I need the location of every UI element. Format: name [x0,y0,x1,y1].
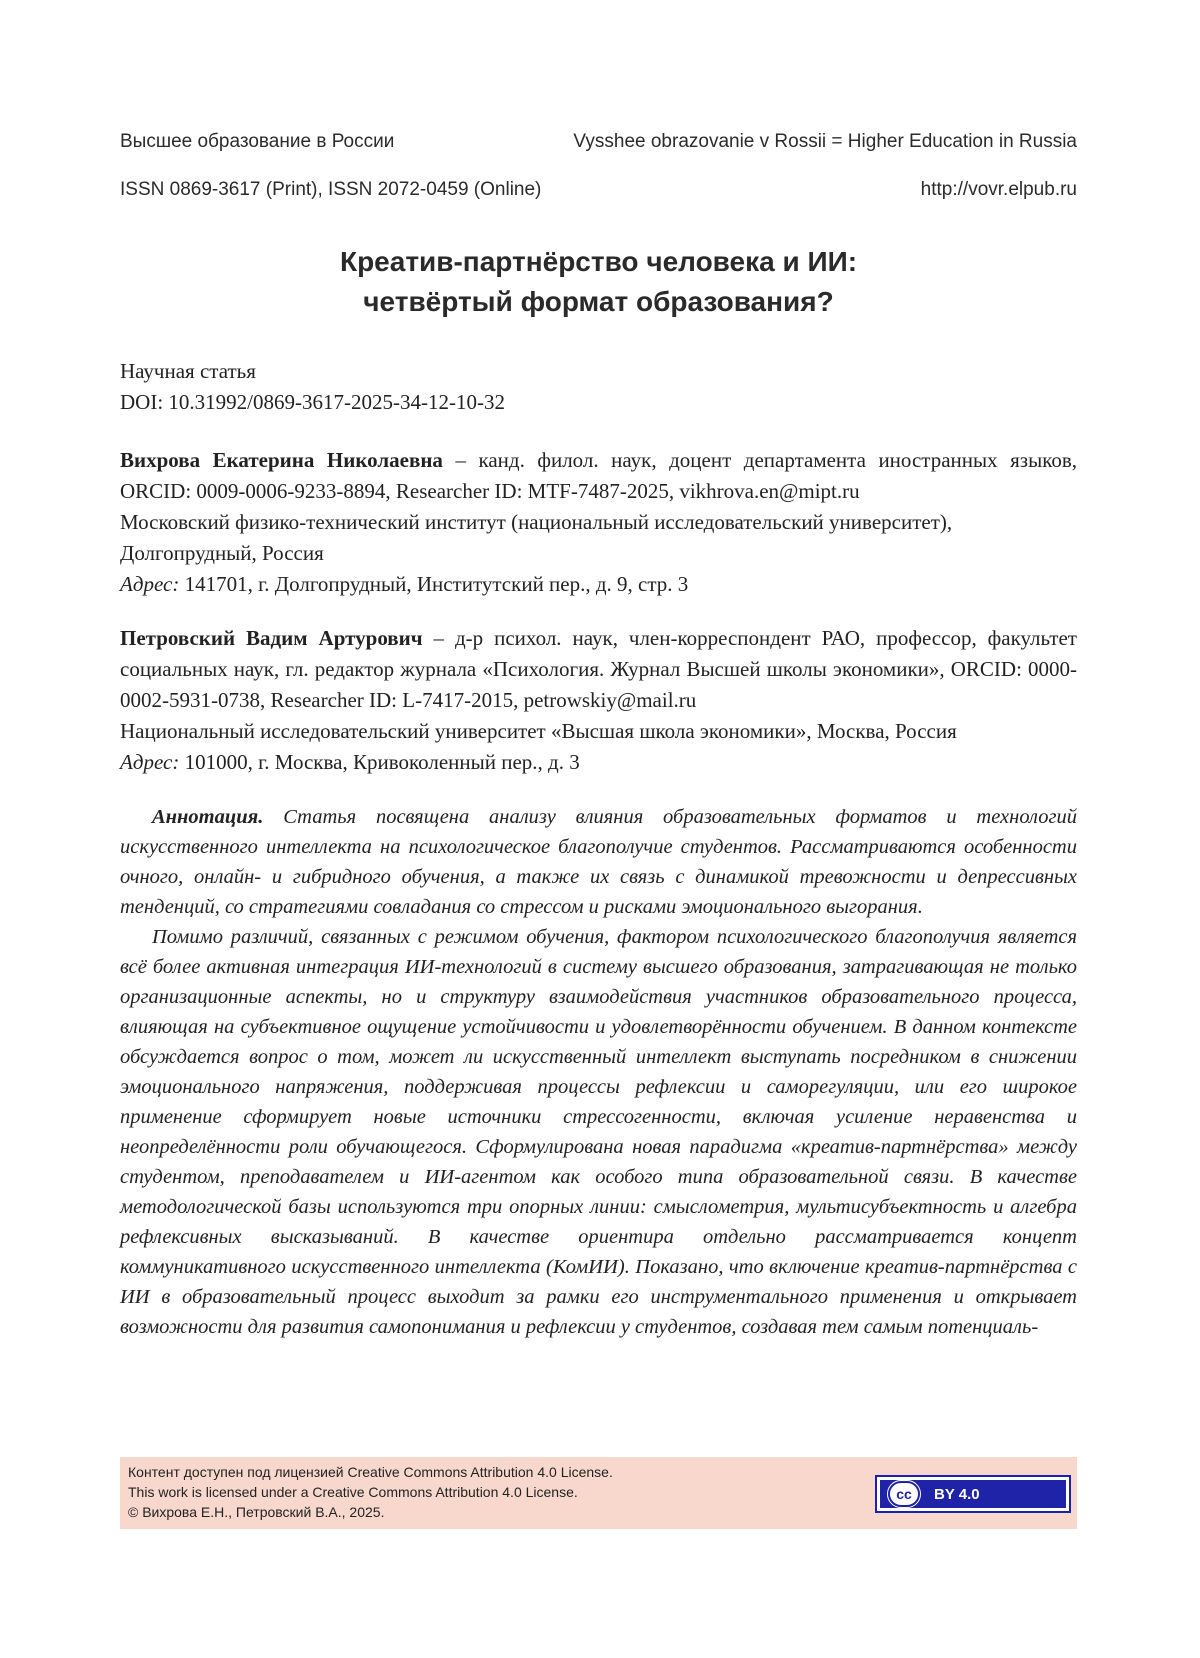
author-2-affiliation: Национальный исследовательский университет «Высшая школа экономики», Москва, Россия [120,719,957,743]
article-type: Научная статья [120,359,256,383]
journal-title-ru: Высшее образование в России [120,131,395,152]
article-title [120,242,1077,322]
author-1-address-label: Адрес: [120,572,180,596]
license-box [120,1457,1077,1529]
article-doi[interactable]: DOI: 10.31992/0869-3617-2025-34-12-10-32 [120,390,505,414]
author-2-address-text: 101000, г. Москва, Кривоколенный пер., д. 3 [179,750,580,774]
license-line-ru: Контент доступен под лицензией Creative Commons Attribution 4.0 License. [128,1464,613,1480]
author-2-address-label: Адрес: [120,750,180,774]
abstract-p1-text: Статья посвящена анализу влияния образовательных форматов и технологий искусственного интеллекта на психологическое благополучие студентов. Рассматриваются особенности очного, онлайн- и гибридного обучения, а также их связь с динамикой тревожности и депрессивных тенденций, со стратегиями совладания со стрессом и рисками эмоционального выгорания. [120,806,1077,918]
abstract-paragraph-1 [120,802,1077,922]
copyright-line: © Вихрова Е.Н., Петровский В.А., 2025. [128,1504,385,1520]
author-1-address-text: 141701, г. Долгопрудный, Институтский пер., д. 9, стр. 3 [179,572,689,596]
abstract-label: Аннотация. [152,806,264,828]
author-1-info [120,445,1077,507]
author-1-name: Вихрова Екатерина Николаевна [120,448,443,472]
title-line-1: Креатив-партнёрство человека и ИИ: [339,246,858,277]
running-header [120,131,1077,153]
abstract-paragraph-2: Помимо различий, связанных с режимом обучения, фактором психологического благополучия является всё более активная интеграция ИИ-технологий в систему высшего образования, затрагивающая не только организационные аспекты, но и структуру взаимодействия участников образовательного процесса, влияющая на субъективное ощущение устойчивости и удовлетворённости обучением. В данном контексте обсуждается вопрос о том, может ли искусственный интеллект выступать посредником в снижении эмоционального напряжения, поддерживая процессы рефлексии и саморегуляции, или его широкое применение сформирует новые источники стрессогенности, включая усиление неравенства и неопределённости роли обучающегося. Сформулирована новая парадигма «креатив-партнёрства» между студентом, преподавателем и ИИ-агентом как особого типа образовательной связи. В качестве методологической базы используются три опорных линии: смыслометрия, мультисубъектность и алгебра рефлексивных высказываний. В качестве ориентира отдельно рассматривается концепт коммуникативного искусственного интеллекта (КомИИ). Показано, что включение креатив-партнёрства с ИИ в образовательный процесс выходит за рамки его инструментального применения и открывает возможности для развития самопонимания и рефлексии у студентов, создавая тем самым потенциаль- [120,926,1077,1338]
author-1-affiliation: Московский физико-технический институт (национальный исследовательский университет), Долгопрудный, Россия [120,510,953,565]
abstract [120,802,1077,1342]
license-line-en: This work is licensed under a Creative Commons Attribution 4.0 License. [128,1484,578,1500]
author-2-address [120,747,1077,778]
author-1-address [120,569,1077,600]
issn-header [120,179,1077,201]
author-block-2 [120,623,1077,778]
cc-badge-text: BY 4.0 [934,1485,980,1503]
license-text [128,1462,613,1522]
author-2-details: – д-р психол. наук, член-корреспондент РАО, профессор, факультет социальных наук, гл. редактор журнала «Психология. Журнал Высшей школы экономики», ORCID: 0000-0002-5931-0738, Researcher ID: L-7417-2015, petrowskiy@mail.ru [120,626,1077,712]
journal-url[interactable]: http://vovr.elpub.ru [920,179,1077,200]
author-2-name: Петровский Вадим Артурович [120,626,423,650]
author-2-info [120,623,1077,716]
cc-logo-icon: cc [888,1481,920,1507]
cc-badge-inner [880,1480,1066,1508]
author-1-details: – канд. филол. наук, доцент департамента иностранных языков, ORCID: 0009-0006-9233-8894, Researcher ID: MTF-7487-2025, vikhrova.en@mipt.ru [120,448,1077,503]
author-block-1 [120,445,1077,600]
issn-text: ISSN 0869-3617 (Print), ISSN 2072-0459 (Online) [120,179,542,200]
journal-title-en: Vysshee obrazovanie v Rossii = Higher Education in Russia [573,131,1077,152]
article-meta [120,356,1077,418]
cc-by-badge[interactable] [875,1475,1071,1513]
title-line-2: четвёртый формат образования? [363,286,834,317]
